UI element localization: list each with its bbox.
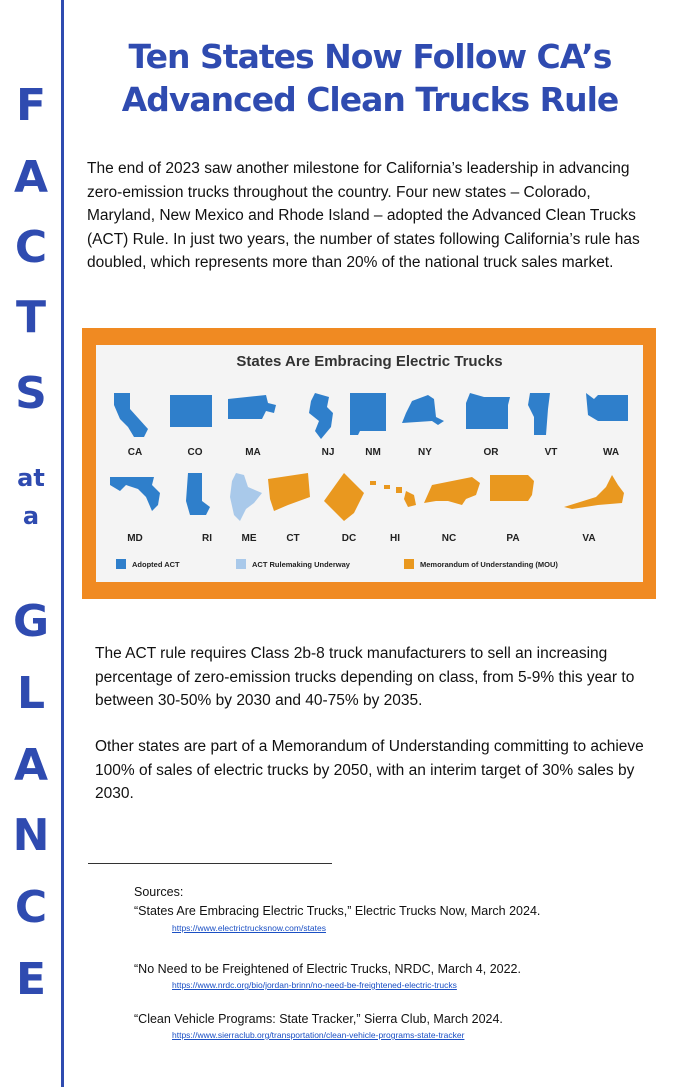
sidebar-letter: A (13, 740, 49, 791)
legend-swatch-adopted (116, 559, 126, 569)
state-label: RI (202, 533, 212, 544)
state-shape-vt (524, 391, 588, 443)
state-silhouette (490, 475, 534, 501)
state-silhouette (402, 395, 444, 425)
state-silhouette (170, 395, 212, 427)
sidebar-letter: C (14, 882, 48, 933)
source-citation: “Clean Vehicle Programs: State Tracker,” Sierra Club, March 2024. (134, 1012, 503, 1026)
sidebar-letter: L (16, 668, 46, 719)
source-link[interactable]: https://www.sierraclub.org/transportation/clean-vehicle-programs-state-tracker (172, 1030, 465, 1040)
infographic-panel (96, 345, 643, 582)
state-silhouette (114, 393, 148, 437)
sidebar-divider (61, 0, 64, 1087)
sidebar-letter: G (12, 596, 50, 647)
legend-swatch-mou (404, 559, 414, 569)
state-shape-wa (584, 391, 648, 443)
state-label: CO (187, 447, 203, 458)
sidebar-letter: A (13, 152, 49, 203)
sidebar-letter: a (22, 502, 40, 530)
state-label: DC (341, 533, 357, 544)
state-shape-co (168, 391, 232, 443)
state-label: PA (506, 533, 520, 544)
legend-label-adopted: Adopted ACT (132, 560, 180, 569)
state-label: CA (127, 447, 143, 458)
legend-label-underway: ACT Rulemaking Underway (252, 560, 350, 569)
act-rule-paragraph: The ACT rule requires Class 2b-8 truck manufacturers to sell an increasing percentage of zero-emission trucks depending on class, from 5-9% this year to between 30-50% by 2030 and 40-75% by 2035. (95, 645, 635, 709)
state-label: NJ (321, 447, 335, 458)
source-link[interactable]: https://www.electrictrucksnow.com/states (172, 923, 326, 933)
state-silhouette (350, 393, 386, 435)
infographic-title: States Are Embracing Electric Trucks (236, 353, 503, 370)
state-silhouette (528, 393, 550, 435)
legend-label-mou: Memorandum of Understanding (MOU) (420, 560, 558, 569)
state-shape-or (464, 391, 528, 443)
state-silhouette (466, 393, 510, 429)
sidebar-letter: N (12, 810, 50, 861)
state-label: WA (602, 447, 620, 458)
legend-swatch-underway (236, 559, 246, 569)
sources-divider (88, 863, 332, 864)
state-shape-ca (108, 391, 172, 443)
sidebar-letter: T (15, 292, 46, 343)
state-shape-va (562, 471, 626, 523)
state-label: NM (365, 447, 381, 458)
page-title-line2: Advanced Clean Trucks Rule (121, 80, 619, 119)
sidebar-letter: at (17, 464, 45, 492)
state-label: HI (390, 533, 400, 544)
state-silhouette (268, 473, 310, 511)
state-label: VT (544, 447, 558, 458)
state-silhouette (110, 477, 160, 511)
state-silhouette (586, 393, 628, 421)
sources-heading: Sources: (134, 885, 184, 899)
state-label: CT (286, 533, 300, 544)
state-silhouette (228, 395, 276, 419)
state-silhouette (230, 473, 262, 521)
state-shape-md (108, 471, 172, 523)
source-link[interactable]: https://www.nrdc.org/bio/jordan-brinn/no-need-be-freightened-electric-trucks (172, 980, 457, 990)
state-label: VA (582, 533, 596, 544)
sidebar-letter: S (15, 368, 47, 419)
state-label: MD (127, 533, 143, 544)
state-shape-nc (422, 471, 486, 523)
state-silhouette (564, 475, 624, 509)
state-silhouette (324, 473, 364, 521)
state-shape-pa (486, 471, 550, 523)
state-silhouette (186, 473, 210, 515)
state-label: NC (441, 533, 457, 544)
state-silhouette (309, 393, 333, 439)
state-shape-ma (226, 391, 290, 443)
facts-at-a-glance-sidebar (0, 0, 62, 1087)
sidebar-letter: F (15, 80, 47, 131)
page-title-line1: Ten States Now Follow CA’s (128, 37, 612, 76)
state-shape-ct (266, 471, 330, 523)
mou-paragraph: Other states are part of a Memorandum of Understanding committing to achieve 100% of sales of electric trucks by 2050, with an interim target of 30% sales by 2030. (95, 738, 644, 802)
source-citation: “No Need to be Freightened of Electric Trucks, NRDC, March 4, 2022. (134, 962, 521, 976)
state-label: OR (483, 447, 499, 458)
sidebar-letter: C (14, 222, 48, 273)
intro-paragraph: The end of 2023 saw another milestone for California’s leadership in advancing zero-emission trucks throughout the country. Four new states – Colorado, Maryland, New Mexico and Rhode Island – adopted the Advanced Clean Trucks (ACT) Rule. In just two years, the number of states following California’s rule has doubled, which represents more than 20% of the national truck sales market. (87, 160, 640, 271)
state-silhouette (370, 481, 416, 507)
sidebar-letter: E (15, 954, 47, 1005)
state-label: ME (241, 533, 257, 544)
source-citation: “States Are Embracing Electric Trucks,” Electric Trucks Now, March 2024. (134, 904, 541, 918)
state-label: MA (245, 447, 261, 458)
state-shape-ny (398, 391, 462, 443)
state-silhouette (424, 477, 480, 505)
state-label: NY (418, 447, 432, 458)
